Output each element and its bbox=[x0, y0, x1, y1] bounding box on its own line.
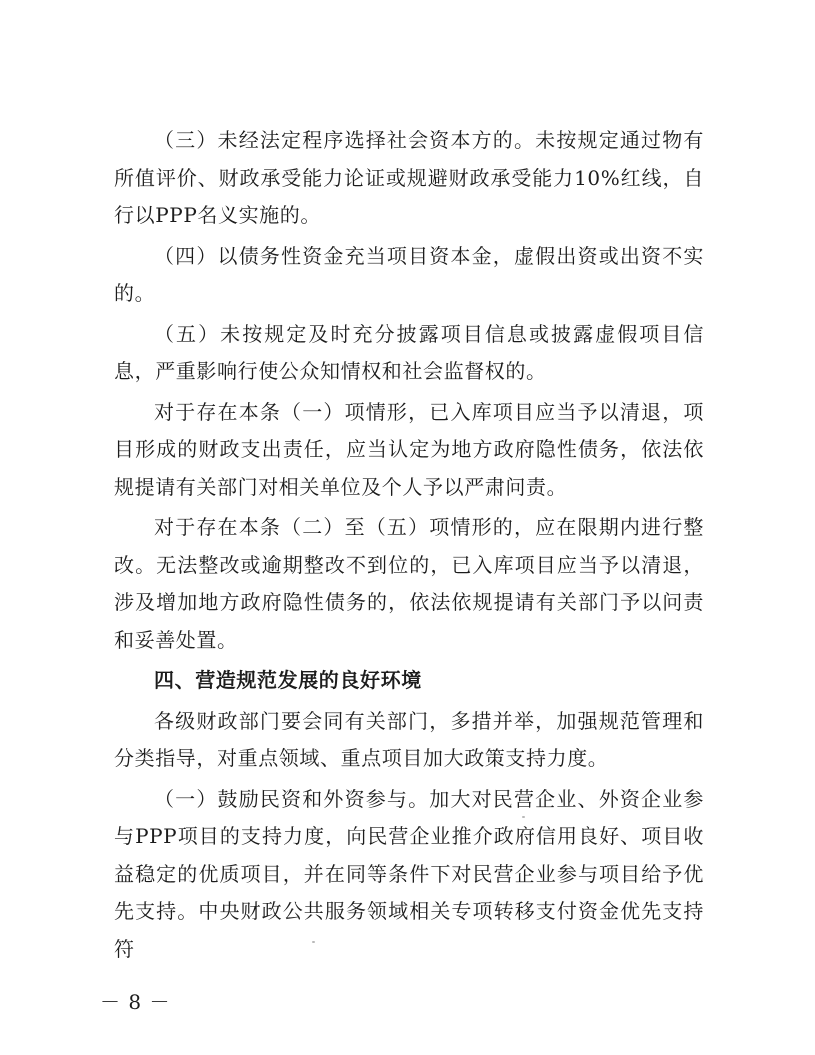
section-intro-paragraph: 各级财政部门要会同有关部门，多措并举，加强规范管理和分类指导，对重点领域、重点项目加大政策支持力度。 bbox=[114, 708, 704, 770]
paragraph-item-5: （五）未按规定及时充分披露项目信息或披露虚假项目信息，严重影响行使公众知情权和社会监督权的。 bbox=[114, 321, 704, 383]
page-number: － 8 － bbox=[100, 990, 171, 1014]
paragraph-rule-items-2-5: 对于存在本条（二）至（五）项情形的，应在限期内进行整改。无法整改或逾期整改不到位的，已入库项目应当予以清退，涉及增加地方政府隐性债务的，依法依规提请有关部门予以问责和妥善处置。 bbox=[114, 515, 704, 652]
scan-speck bbox=[522, 816, 525, 818]
paragraph-item-3: （三）未经法定程序选择社会资本方的。未按规定通过物有所值评价、财政承受能力论证或规避财政承受能力10%红线，自行以PPP名义实施的。 bbox=[114, 128, 704, 227]
section-item-1-paragraph: （一）鼓励民资和外资参与。加大对民营企业、外资企业参与PPP项目的支持力度，向民营企业推介政府信用良好、项目收益稳定的优质项目，并在同等条件下对民营企业参与项目给予优先支持。中央财政公共服务领域相关专项转移支付资金优先支持符 bbox=[114, 786, 704, 961]
scan-speck bbox=[312, 941, 315, 943]
paragraph-rule-item-1: 对于存在本条（一）项情形，已入库项目应当予以清退，项目形成的财政支出责任，应当认定为地方政府隐性债务，依法依规提请有关部门对相关单位及个人予以严肃问责。 bbox=[114, 399, 704, 499]
document-body bbox=[114, 122, 704, 971]
section-heading: 四、营造规范发展的良好环境 bbox=[154, 668, 422, 692]
paragraph-item-4: （四）以债务性资金充当项目资本金，虚假出资或出资不实的。 bbox=[114, 243, 704, 305]
